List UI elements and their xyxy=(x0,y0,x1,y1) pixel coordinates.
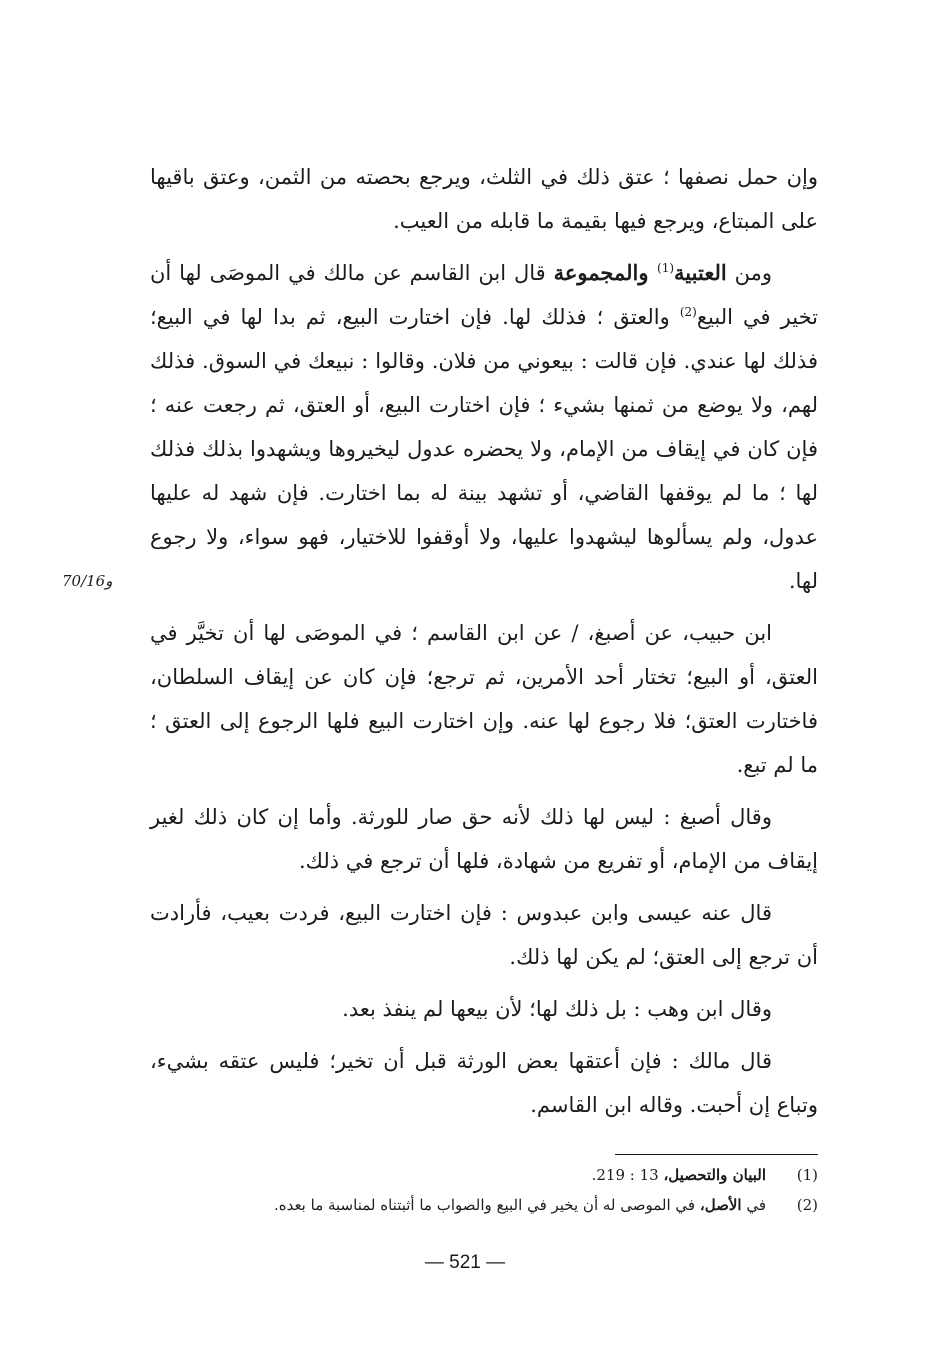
paragraph-2-rest: والعتق ؛ فذلك لها. فإن اختارت البيع، ثم بدا لها في البيع؛ فذلك لها عندي. فإن قالت : بيعوني من فلان. وقالوا : نبيعك في السوق. فذلك لهم، ولا يوضع من ثمنها بشيء ؛ فإن اختارت البيع، أو العتق، ثم رجعت عنه ؛ فإن كان في إيقاف من الإمام، ولا يحضره عدول ليخيروها ويشهدوا بذلك فذلك لها ؛ ما لم يوقفها القاضي، أو تشهد بينة له بما اختارت. فإن شهد له عليها عدول، ولم يسألوها ليشهدوا عليها، ولا أوقفوا للاختيار، فهو سواء، ولا رجوع لها. xyxy=(150,305,818,593)
paragraph-1: وإن حمل نصفها ؛ عتق ذلك في الثلث، ويرجع بحصته من الثمن، وعتق باقيها على المبتاع، ويرجع فيها بقيمة ما قابله من العيب. xyxy=(150,165,818,233)
footnote-2 xyxy=(150,1190,818,1220)
footnote-prefix: في xyxy=(741,1196,766,1214)
paragraph-4: وقال أصبغ : ليس لها ذلك لأنه حق صار للورثة. وأما إن كان ذلك لغير إيقاف من الإمام، أو تفريع من شهادة، فلها أن ترجع في ذلك. xyxy=(150,805,818,873)
source-ref-utbiyya: العتبية xyxy=(674,260,727,285)
footnote-detail: في الموصى له أن يخير في البيع والصواب ما أثبتناه لمناسبة ما بعده. xyxy=(273,1196,700,1214)
footnote-1 xyxy=(150,1160,818,1190)
main-text xyxy=(150,155,818,1135)
paragraph-2 xyxy=(150,251,818,603)
paragraph-2-lead: ومن xyxy=(726,261,772,285)
paragraph-3: ابن حبيب، عن أصبغ، / عن ابن القاسم ؛ في الموصَى لها أن تخيَّر في العتق، أو البيع؛ تختار أحد الأمرين، ثم ترجع؛ فإن كان عن إيقاف السلطان، فاختارت العتق؛ فلا رجوع لها عنه. وإن اختارت البيع فلها الرجوع إلى العتق ؛ ما لم تبع. xyxy=(150,621,818,777)
manuscript-folio-note: 70/16و xyxy=(62,572,113,590)
footnote-number: (2) xyxy=(796,1196,818,1214)
footnote-divider xyxy=(615,1154,818,1155)
footnotes xyxy=(150,1160,818,1220)
source-ref-majmuaa: والمجموعة xyxy=(553,260,658,285)
footnote-number: (1) xyxy=(796,1166,818,1184)
footnote-text xyxy=(592,1160,766,1190)
page-number: — 521 — xyxy=(424,1252,506,1273)
footnote-source: الأصل، xyxy=(699,1196,742,1214)
footnote-detail: 13 : 219. xyxy=(591,1166,664,1184)
footnote-ref-1[interactable]: (1) xyxy=(657,261,675,275)
footnote-ref-2[interactable]: (2) xyxy=(679,305,697,319)
paragraph-7: قال مالك : فإن أعتقها بعض الورثة قبل أن تخير؛ فليس عتقه بشيء، وتباع إن أحبت. وقاله ابن القاسم. xyxy=(150,1049,818,1117)
paragraph-6: وقال ابن وهب : بل ذلك لها؛ لأن بيعها لم ينفذ بعد. xyxy=(342,997,772,1021)
footnote-text xyxy=(274,1190,766,1220)
footnote-source: البيان والتحصيل، xyxy=(663,1166,766,1184)
paragraph-2-mid: قال ابن القاسم عن مالك في الموصَى لها أن تخير في البيع xyxy=(150,261,818,329)
paragraph-5: قال عنه عيسى وابن عبدوس : فإن اختارت البيع، فردت بعيب، فأرادت أن ترجع إلى العتق؛ لم يكن لها ذلك. xyxy=(150,901,818,969)
